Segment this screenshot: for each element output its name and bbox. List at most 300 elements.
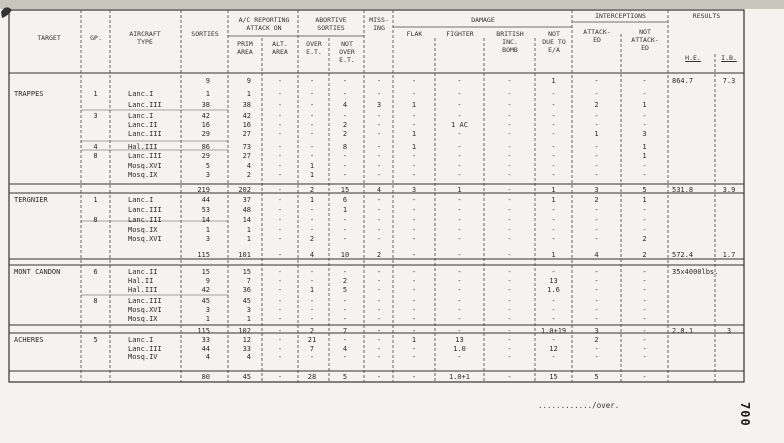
cell-sorties: 44 bbox=[201, 196, 210, 204]
cell-alt: - bbox=[277, 306, 283, 314]
cell-notover: - bbox=[342, 297, 348, 305]
cell-notdue: - bbox=[551, 226, 556, 234]
cell-notatt: 1 bbox=[642, 143, 647, 151]
cell-miss: - bbox=[376, 353, 382, 361]
cell-he: 2.0.1 bbox=[672, 327, 694, 335]
cell-notatt: 2 bbox=[642, 251, 647, 259]
cell-brit: - bbox=[507, 251, 512, 259]
cell-notover: - bbox=[342, 216, 348, 224]
cell-fighter: - bbox=[457, 112, 462, 120]
cell-att: 5 bbox=[594, 373, 599, 381]
cell-over: - bbox=[309, 226, 315, 234]
cell-att: 3 bbox=[594, 327, 599, 335]
cell-brit: - bbox=[507, 216, 512, 224]
cell-att: 1 bbox=[594, 130, 599, 138]
header-fighter: FIGHTER bbox=[446, 30, 474, 38]
cell-alt: - bbox=[277, 345, 283, 353]
cell-he: 864.7 bbox=[672, 77, 694, 85]
header-alt-area: ALT. AREA bbox=[272, 40, 288, 56]
cell-notdue: - bbox=[551, 121, 556, 129]
cell-att: - bbox=[594, 206, 599, 214]
cell-type: Mosq.IX bbox=[128, 171, 158, 179]
cell-target: MONT CANDON bbox=[14, 268, 61, 276]
cell-alt: - bbox=[277, 286, 283, 294]
cell-prim: 27 bbox=[242, 152, 251, 160]
cell-notdue: - bbox=[551, 336, 556, 344]
header-interceptions: INTERCEPTIONS bbox=[595, 12, 646, 20]
cell-over: - bbox=[309, 121, 315, 129]
cell-prim: 7 bbox=[246, 277, 251, 285]
cell-notdue: - bbox=[551, 171, 556, 179]
cell-alt: - bbox=[277, 143, 283, 151]
header-aircraft-type: AIRCRAFT TYPE bbox=[129, 30, 161, 46]
cell-fighter: - bbox=[457, 77, 462, 85]
cell-miss: - bbox=[376, 206, 382, 214]
cell-notover: 2 bbox=[342, 121, 348, 129]
cell-notatt: - bbox=[642, 277, 647, 285]
cell-sorties: 115 bbox=[197, 251, 210, 259]
cell-brit: - bbox=[507, 101, 512, 109]
cell-sorties: 3 bbox=[205, 171, 210, 179]
header-not-over-et: NOT OVER E.T. bbox=[339, 40, 355, 64]
cell-sorties: 1 bbox=[205, 315, 210, 323]
cell-brit: - bbox=[507, 277, 512, 285]
cell-flak: 1 bbox=[411, 143, 417, 151]
cell-miss: - bbox=[376, 112, 382, 120]
cell-fighter: 1.0+1 bbox=[448, 373, 471, 381]
cell-notatt: 3 bbox=[642, 130, 647, 138]
cell-notdue: 1.0+19 bbox=[540, 327, 567, 335]
cell-over: 1 bbox=[309, 162, 315, 170]
cell-prim: 1 bbox=[246, 226, 251, 234]
cell-over: - bbox=[309, 101, 315, 109]
cell-fighter: - bbox=[457, 216, 462, 224]
cell-notatt: 5 bbox=[642, 186, 647, 194]
cell-notdue: 1 bbox=[551, 77, 556, 85]
cell-notover: - bbox=[342, 77, 348, 85]
cell-fighter: - bbox=[457, 171, 462, 179]
cell-prim: 14 bbox=[242, 216, 251, 224]
cell-miss: - bbox=[376, 171, 382, 179]
cell-flak: - bbox=[411, 286, 417, 294]
cell-over: 2 bbox=[309, 186, 315, 194]
cell-flak: - bbox=[411, 206, 417, 214]
cell-att: - bbox=[594, 121, 599, 129]
cell-over: - bbox=[309, 112, 315, 120]
cell-alt: - bbox=[277, 315, 283, 323]
cell-miss: - bbox=[376, 306, 382, 314]
cell-flak: 1 bbox=[411, 130, 417, 138]
cell-notatt: - bbox=[642, 226, 647, 234]
cell-flak: - bbox=[411, 77, 417, 85]
header-missing: MISS- ING bbox=[369, 16, 389, 32]
cell-over: - bbox=[309, 268, 315, 276]
cell-notatt: - bbox=[642, 345, 647, 353]
cell-prim: 2 bbox=[246, 171, 251, 179]
cell-notdue: 1 bbox=[551, 186, 556, 194]
cell-att: - bbox=[594, 162, 599, 170]
cell-notatt: - bbox=[642, 206, 647, 214]
cell-notdue: - bbox=[551, 315, 556, 323]
cell-type: Mosq.IX bbox=[128, 315, 158, 323]
cell-prim: 45 bbox=[242, 297, 251, 305]
cell-notover: 1 bbox=[342, 206, 348, 214]
cell-fighter: - bbox=[457, 268, 462, 276]
cell-notdue: 1 bbox=[551, 196, 556, 204]
cell-flak: 1 bbox=[411, 336, 417, 344]
cell-att: - bbox=[594, 77, 599, 85]
cell-brit: - bbox=[507, 306, 512, 314]
cell-sorties: 1 bbox=[205, 226, 210, 234]
cell-prim: 1 bbox=[246, 235, 251, 243]
cell-he: 531.8 bbox=[672, 186, 694, 194]
cell-att: 2 bbox=[594, 196, 599, 204]
cell-notatt: - bbox=[642, 336, 647, 344]
cell-miss: 3 bbox=[376, 101, 382, 109]
cell-notdue: - bbox=[551, 143, 556, 151]
cell-notdue: - bbox=[551, 90, 556, 98]
cell-sorties: 80 bbox=[201, 373, 210, 381]
cell-brit: - bbox=[507, 286, 512, 294]
cell-brit: - bbox=[507, 336, 512, 344]
cell-gp: 8 bbox=[93, 297, 98, 305]
cell-notdue: - bbox=[551, 130, 556, 138]
cell-type: Hal.II bbox=[128, 277, 154, 285]
cell-fighter: - bbox=[457, 277, 462, 285]
cell-notover: - bbox=[342, 162, 348, 170]
cell-type: Lanc.I bbox=[128, 336, 154, 344]
cell-prim: 4 bbox=[246, 353, 251, 361]
cell-over: 1 bbox=[309, 171, 315, 179]
cell-notatt: - bbox=[642, 268, 647, 276]
cell-alt: - bbox=[277, 353, 283, 361]
cell-alt: - bbox=[277, 112, 283, 120]
header-gp: GP. bbox=[90, 34, 102, 42]
cell-fighter: - bbox=[457, 143, 462, 151]
cell-brit: - bbox=[507, 130, 512, 138]
cell-miss: - bbox=[376, 121, 382, 129]
cell-notatt: - bbox=[642, 373, 647, 381]
cell-brit: - bbox=[507, 373, 512, 381]
cell-prim: 38 bbox=[242, 101, 251, 109]
cell-flak: - bbox=[411, 162, 417, 170]
continued-note: ............/over. bbox=[538, 401, 620, 410]
cell-flak: - bbox=[411, 277, 417, 285]
header-he: H.E. bbox=[685, 54, 701, 62]
cell-notdue: 15 bbox=[549, 373, 558, 381]
cell-brit: - bbox=[507, 121, 512, 129]
cell-flak: - bbox=[411, 216, 417, 224]
cell-prim: 73 bbox=[242, 143, 251, 151]
cell-alt: - bbox=[277, 121, 283, 129]
cell-sorties: 4 bbox=[205, 353, 210, 361]
cell-prim: 3 bbox=[246, 306, 251, 314]
cell-flak: - bbox=[411, 121, 417, 129]
cell-alt: - bbox=[277, 235, 283, 243]
cell-flak: - bbox=[411, 268, 417, 276]
cell-notdue: 13 bbox=[549, 277, 558, 285]
cell-sorties: 38 bbox=[201, 101, 210, 109]
cell-type: Lanc.III bbox=[128, 297, 162, 305]
cell-fighter: 13 bbox=[455, 336, 464, 344]
cell-alt: - bbox=[277, 277, 283, 285]
cell-alt: - bbox=[277, 130, 283, 138]
cell-fighter: - bbox=[457, 226, 462, 234]
cell-notatt: - bbox=[642, 112, 647, 120]
cell-notover: 6 bbox=[342, 196, 348, 204]
cell-ib: 3.9 bbox=[722, 186, 736, 194]
cell-type: Lanc.III bbox=[128, 216, 162, 224]
cell-notover: 2 bbox=[342, 277, 348, 285]
cell-att: - bbox=[594, 286, 599, 294]
cell-type: Lanc.III bbox=[128, 152, 162, 160]
cell-brit: - bbox=[507, 112, 512, 120]
cell-type: Lanc.I bbox=[128, 90, 154, 98]
header-target: TARGET bbox=[37, 34, 61, 42]
cell-fighter: - bbox=[457, 306, 462, 314]
cell-notdue: - bbox=[551, 101, 556, 109]
cell-brit: - bbox=[507, 353, 512, 361]
header-sorties: SORTIES bbox=[191, 30, 219, 38]
cell-over: - bbox=[309, 216, 315, 224]
header-ib: I.B. bbox=[721, 54, 737, 62]
cell-miss: - bbox=[376, 277, 382, 285]
cell-fighter: - bbox=[457, 315, 462, 323]
cell-flak: - bbox=[411, 297, 417, 305]
cell-notover: 2 bbox=[342, 130, 348, 138]
cell-target: TERGNIER bbox=[14, 196, 48, 204]
cell-notdue: - bbox=[551, 216, 556, 224]
cell-ib: 3 bbox=[726, 327, 732, 335]
cell-flak: - bbox=[411, 235, 417, 243]
cell-miss: - bbox=[376, 196, 382, 204]
cell-type: Lanc.II bbox=[128, 121, 158, 129]
cell-att: - bbox=[594, 268, 599, 276]
cell-prim: 1 bbox=[246, 315, 251, 323]
cell-flak: - bbox=[411, 345, 417, 353]
cell-att: - bbox=[594, 226, 599, 234]
cell-sorties: 42 bbox=[201, 286, 210, 294]
cell-miss: - bbox=[376, 286, 382, 294]
cell-brit: - bbox=[507, 143, 512, 151]
cell-att: - bbox=[594, 216, 599, 224]
header-damage: DAMAGE bbox=[471, 16, 495, 24]
cell-notover: 5 bbox=[342, 373, 348, 381]
cell-notdue: - bbox=[551, 206, 556, 214]
cell-alt: - bbox=[277, 297, 283, 305]
cell-att: - bbox=[594, 315, 599, 323]
cell-notover: 8 bbox=[342, 143, 348, 151]
cell-type: Hal.III bbox=[128, 286, 158, 294]
cell-notatt: - bbox=[642, 315, 647, 323]
cell-over: 7 bbox=[309, 345, 315, 353]
cell-flak: - bbox=[411, 251, 417, 259]
cell-notdue: - bbox=[551, 112, 556, 120]
cell-type: Mosq.XVI bbox=[128, 306, 162, 314]
cell-over: 28 bbox=[307, 373, 317, 381]
cell-sorties: 29 bbox=[201, 130, 210, 138]
cell-alt: - bbox=[277, 336, 283, 344]
cell-flak: - bbox=[411, 327, 417, 335]
cell-over: 1 bbox=[309, 286, 315, 294]
cell-type: Lanc.III bbox=[128, 206, 162, 214]
cell-over: 4 bbox=[309, 251, 315, 259]
cell-alt: - bbox=[277, 186, 283, 194]
cell-over: 1 bbox=[309, 196, 315, 204]
cell-notover: - bbox=[342, 268, 348, 276]
cell-brit: - bbox=[507, 297, 512, 305]
header-ac-reporting: A/C REPORTING ATTACK ON bbox=[238, 16, 290, 32]
cell-ib: 1.7 bbox=[722, 251, 736, 259]
cell-miss: 2 bbox=[376, 251, 382, 259]
cell-att: 2 bbox=[594, 336, 599, 344]
cell-miss: - bbox=[376, 216, 382, 224]
cell-sorties: 15 bbox=[201, 268, 210, 276]
cell-notatt: - bbox=[642, 327, 647, 335]
cell-notdue: - bbox=[551, 306, 556, 314]
cell-flak: - bbox=[411, 152, 417, 160]
cell-fighter: 1.0 bbox=[453, 345, 466, 353]
cell-notover: 10 bbox=[340, 251, 350, 259]
cell-sorties: 14 bbox=[201, 216, 210, 224]
cell-sorties: 5 bbox=[205, 162, 210, 170]
cell-notover: - bbox=[342, 353, 348, 361]
cell-type: Mosq.XVI bbox=[128, 162, 162, 170]
cell-miss: - bbox=[376, 336, 382, 344]
cell-alt: - bbox=[277, 196, 283, 204]
cell-over: - bbox=[309, 152, 315, 160]
cell-notover: - bbox=[342, 306, 348, 314]
cell-att: 4 bbox=[594, 251, 599, 259]
cell-fighter: - bbox=[457, 353, 462, 361]
cell-alt: - bbox=[277, 206, 283, 214]
cell-brit: - bbox=[507, 226, 512, 234]
cell-fighter: - bbox=[457, 251, 462, 259]
cell-alt: - bbox=[277, 268, 283, 276]
cell-prim: 15 bbox=[242, 268, 251, 276]
cell-fighter: - bbox=[457, 235, 462, 243]
cell-fighter: - bbox=[457, 90, 462, 98]
cell-sorties: 33 bbox=[201, 336, 210, 344]
cell-notover: - bbox=[342, 152, 348, 160]
cell-notatt: - bbox=[642, 216, 647, 224]
cell-gp: 5 bbox=[93, 336, 98, 344]
cell-att: - bbox=[594, 171, 599, 179]
cell-notatt: - bbox=[642, 353, 647, 361]
cell-brit: - bbox=[507, 345, 512, 353]
cell-fighter: - bbox=[457, 162, 462, 170]
cell-over: - bbox=[309, 206, 315, 214]
cell-alt: - bbox=[277, 226, 283, 234]
cell-notatt: - bbox=[642, 306, 647, 314]
cell-type: Mosq.IV bbox=[128, 353, 158, 361]
cell-gp: 8 bbox=[93, 216, 98, 224]
cell-flak: - bbox=[411, 196, 417, 204]
cell-fighter: - bbox=[457, 196, 462, 204]
cell-notatt: 1 bbox=[642, 196, 647, 204]
cell-over: - bbox=[309, 353, 315, 361]
cell-over: - bbox=[309, 315, 315, 323]
cell-notover: - bbox=[342, 171, 348, 179]
cell-prim: 48 bbox=[242, 206, 251, 214]
cell-fighter: 1 AC bbox=[451, 121, 468, 129]
cell-att: - bbox=[594, 297, 599, 305]
cell-notdue: 1 bbox=[551, 251, 556, 259]
cell-prim: 42 bbox=[242, 112, 251, 120]
cell-miss: 4 bbox=[376, 186, 382, 194]
cell-prim: 27 bbox=[242, 130, 251, 138]
cell-he: 35x4000lbs. bbox=[672, 268, 719, 276]
cell-notatt: - bbox=[642, 171, 647, 179]
cell-notover: 5 bbox=[342, 286, 348, 294]
header-flak: FLAK bbox=[406, 30, 423, 38]
cell-gp: 6 bbox=[93, 268, 98, 276]
cell-miss: - bbox=[376, 268, 382, 276]
header-abortive: ABORTIVE SORTIES bbox=[315, 16, 347, 32]
cell-over: 2 bbox=[309, 327, 315, 335]
cell-brit: - bbox=[507, 315, 512, 323]
cell-gp: 3 bbox=[93, 112, 98, 120]
cell-notdue: - bbox=[551, 152, 556, 160]
cell-notatt: - bbox=[642, 90, 647, 98]
cell-notatt: - bbox=[642, 121, 647, 129]
cell-type: Lanc.III bbox=[128, 130, 162, 138]
cell-over: 2 bbox=[309, 235, 315, 243]
page-number: 700 bbox=[738, 402, 752, 427]
cell-alt: - bbox=[277, 101, 283, 109]
cell-notatt: 2 bbox=[642, 235, 647, 243]
cell-miss: - bbox=[376, 152, 382, 160]
cell-brit: - bbox=[507, 206, 512, 214]
cell-flak: 3 bbox=[411, 186, 417, 194]
cell-miss: - bbox=[376, 162, 382, 170]
cell-fighter: - bbox=[457, 297, 462, 305]
cell-att: - bbox=[594, 112, 599, 120]
cell-notover: - bbox=[342, 226, 348, 234]
cell-sorties: 45 bbox=[201, 297, 210, 305]
cell-flak: - bbox=[411, 353, 417, 361]
cell-notatt: 1 bbox=[642, 101, 647, 109]
cell-notdue: - bbox=[551, 353, 556, 361]
cell-sorties: 16 bbox=[201, 121, 210, 129]
cell-miss: - bbox=[376, 297, 382, 305]
cell-alt: - bbox=[277, 162, 283, 170]
cell-fighter: - bbox=[457, 286, 462, 294]
cell-flak: - bbox=[411, 306, 417, 314]
cell-miss: - bbox=[376, 373, 382, 381]
cell-miss: - bbox=[376, 90, 382, 98]
cell-prim: 37 bbox=[242, 196, 251, 204]
cell-miss: - bbox=[376, 226, 382, 234]
cell-miss: - bbox=[376, 143, 382, 151]
cell-notdue: - bbox=[551, 297, 556, 305]
cell-notdue: 12 bbox=[549, 345, 558, 353]
cell-prim: 16 bbox=[242, 121, 251, 129]
cell-sorties: 29 bbox=[201, 152, 210, 160]
cell-miss: - bbox=[376, 130, 382, 138]
cell-over: - bbox=[309, 297, 315, 305]
cell-flak: 1 bbox=[411, 101, 417, 109]
cell-brit: - bbox=[507, 186, 512, 194]
cell-notatt: - bbox=[642, 286, 647, 294]
cell-fighter: - bbox=[457, 130, 462, 138]
cell-brit: - bbox=[507, 162, 512, 170]
cell-alt: - bbox=[277, 171, 283, 179]
cell-type: Lanc.I bbox=[128, 112, 154, 120]
cell-fighter: 1 bbox=[457, 186, 462, 194]
corner-scan-mark bbox=[0, 0, 18, 20]
cell-flak: - bbox=[411, 90, 417, 98]
